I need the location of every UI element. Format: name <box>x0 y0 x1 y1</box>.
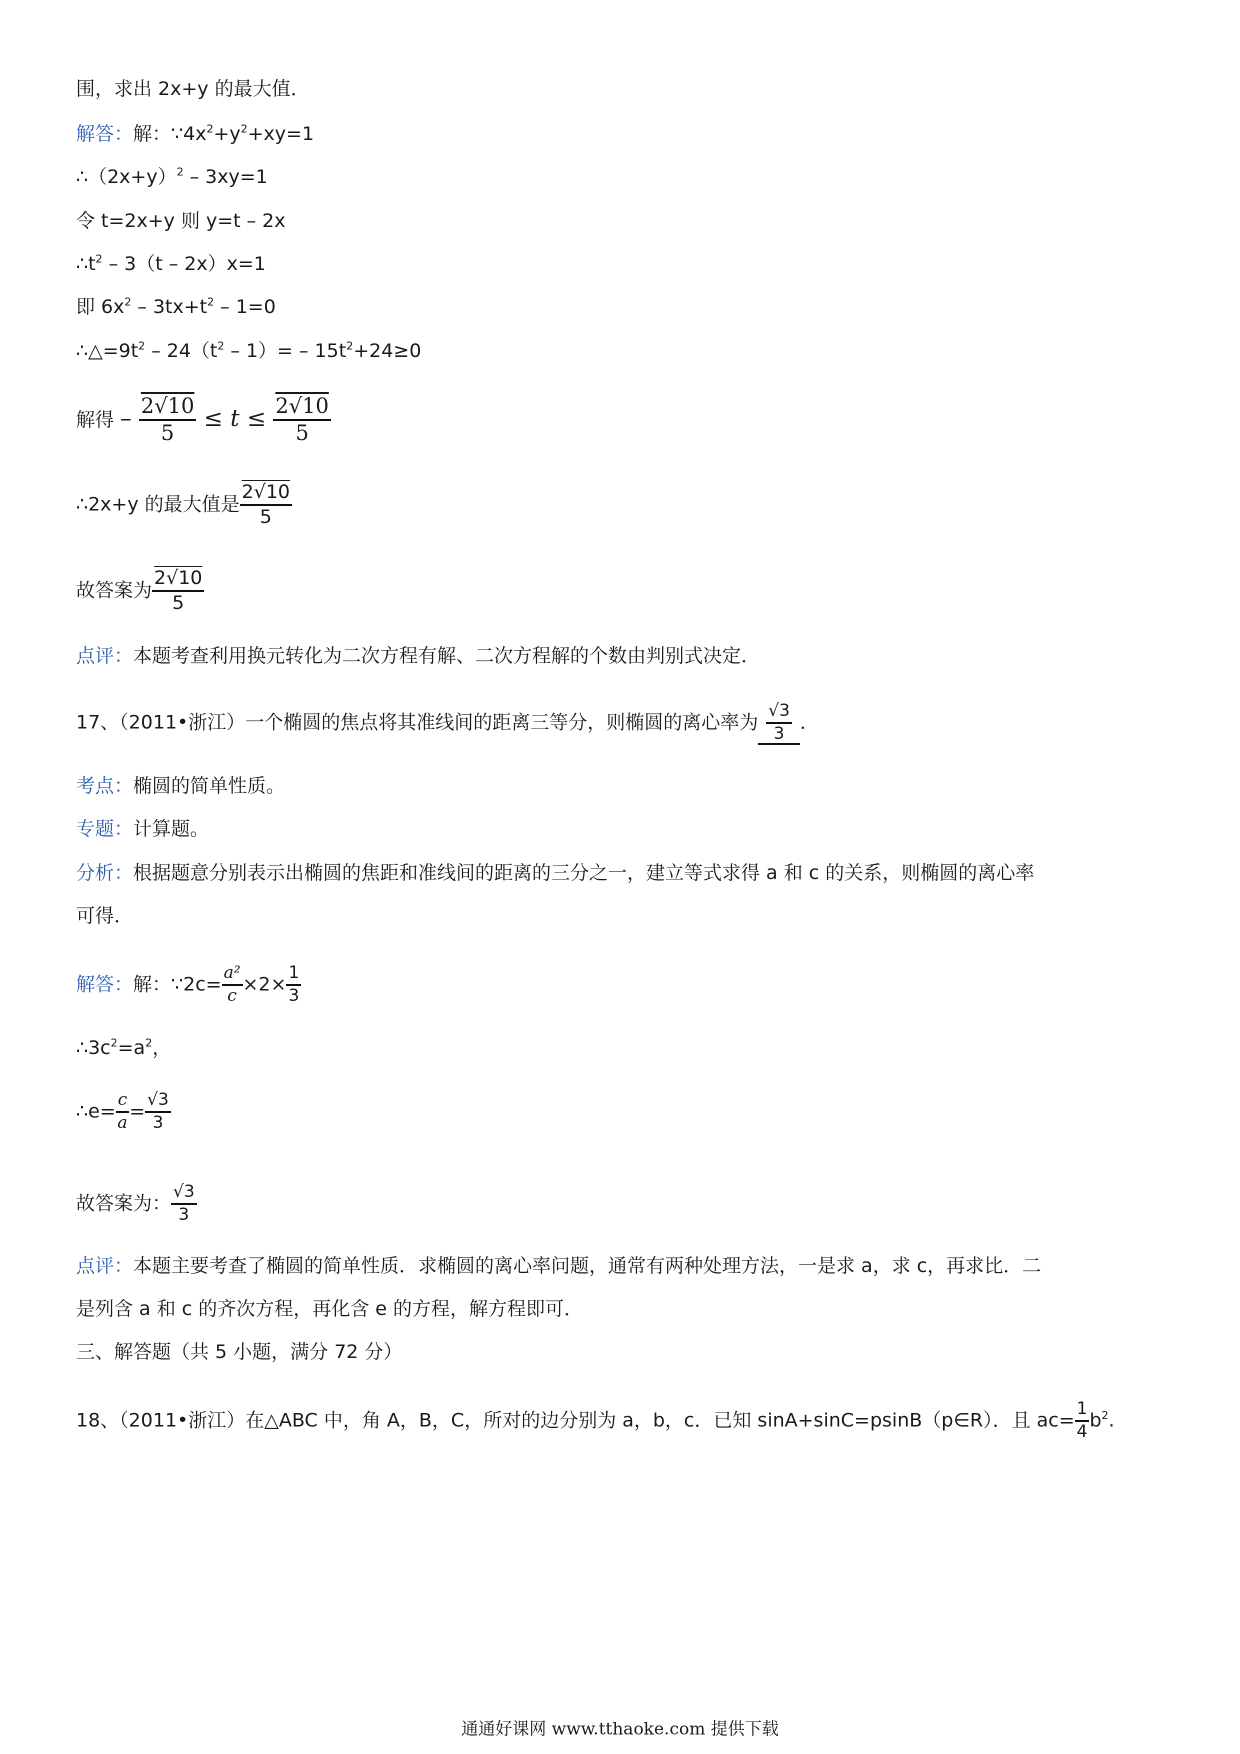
question-18: 18、（2011•浙江）在△ABC 中，角 A，B，C，所对的边分别为 a，b，c．已知 sinA+sinC=psinB（p∈R）．且 ac= $\frac{1}{4}$ $b^2$. <box>76 1399 1115 1442</box>
math-line: ∴e= $\frac{c}{a}$ = $\frac{√3}{3}$ <box>76 1090 169 1133</box>
analysis-line: 分析：根据题意分别表示出椭圆的焦距和准线间的距离的三分之一，建立等式求得 a 和 c 的关系，则椭圆的离心率 <box>76 862 1035 884</box>
analysis-label: 分析： <box>76 862 134 884</box>
kaodian-line: 考点：椭圆的简单性质。 <box>76 775 286 797</box>
inequality-formula: – $\frac{2√10}{5}$ ≤ t ≤ $\frac{2√10}{5}$ <box>120 394 329 445</box>
math-line: $\therefore t^2 - 3(t - 2x)x=1$ <box>76 252 266 275</box>
fraction: $\frac{1}{4}$ <box>1076 1399 1088 1442</box>
fraction: $\frac{√3}{3}$ <box>147 1090 169 1133</box>
zhuanti-label: 专题： <box>76 818 134 840</box>
solution-label: 解答： <box>76 973 134 996</box>
math-line-inequality: 解得 – $\frac{2√10}{5}$ ≤ t ≤ $\frac{2√10}{5}$ <box>76 394 329 445</box>
math-line: $\therefore(2x+y)^2 - 3xy=1$ <box>76 165 268 188</box>
answer-line: 故答案为 $\frac{2√10}{5}$ <box>76 567 203 614</box>
math-line: 令 t=2x+y 则 y=t – 2x <box>76 210 286 232</box>
fraction: $\frac{c}{a}$ <box>117 1090 128 1133</box>
comment-label: 点评： <box>76 1255 134 1277</box>
math-line: ∴2x+y 的最大值是 $\frac{2√10}{5}$ <box>76 481 290 528</box>
math-line: $\therefore\triangle=9t^2 - 24(t^2 - 1)= - 15t^2+24\ge 0$ <box>76 339 422 362</box>
fraction: $\frac{2√10}{5}$ <box>275 394 329 445</box>
fraction: $\frac{2√10}{5}$ <box>241 481 290 528</box>
solution-label: 解答： <box>76 123 134 145</box>
answer-blank: $\frac{√3}{3}$ <box>758 703 800 745</box>
comment-line: 点评：本题考查利用换元转化为二次方程有解、二次方程解的个数由判别式决定． <box>76 645 761 667</box>
comment-line: 点评：本题主要考查了椭圆的简单性质．求椭圆的离心率问题，通常有两种处理方法，一是求 a，求 c，再求比．二 <box>76 1255 1042 1277</box>
fraction: $\frac{2√10}{5}$ <box>154 567 203 614</box>
section-heading: 三、解答题（共 5 小题，满分 72 分） <box>76 1341 403 1363</box>
fraction: $\frac{2√10}{5}$ <box>140 394 195 445</box>
math-line: $\therefore 3c^2=a^2$， <box>76 1036 172 1059</box>
fraction: $\frac{√3}{3}$ <box>173 1182 195 1225</box>
zhuanti-line: 专题：计算题。 <box>76 818 210 840</box>
question-17: 17、（2011•浙江）一个椭圆的焦点将其准线间的距离三等分，则椭圆的离心率为 $\frac{√3}{3}$ ． <box>76 701 819 744</box>
comment-line-2: 是列含 a 和 c 的齐次方程，再化含 e 的方程，解方程即可． <box>76 1298 584 1320</box>
fraction: $\frac{\text{a²}}{c}$ <box>223 963 241 1006</box>
page-footer: 通通好课网 www.tthaoke.com 提供下载 <box>461 1719 779 1740</box>
text-line: 围，求出 2x+y 的最大值． <box>76 78 310 100</box>
analysis-line-2: 可得． <box>76 905 134 927</box>
math-line: 即 $6x^2 - 3tx+t^2 - 1=0$ <box>76 295 276 318</box>
solution-line: 解答：解：$\because 4x^2+y^2+xy=1$ <box>76 122 315 145</box>
comment-label: 点评： <box>76 645 134 667</box>
fraction: $\frac{1}{3}$ <box>288 963 300 1006</box>
answer-line: 故答案为： $\frac{√3}{3}$ <box>76 1182 195 1225</box>
kaodian-label: 考点： <box>76 775 134 797</box>
solution-line: 解答：解：∵2c= $\frac{\text{a²}}{c}$ ×2× $\frac{1}{3}$ <box>76 963 300 1006</box>
